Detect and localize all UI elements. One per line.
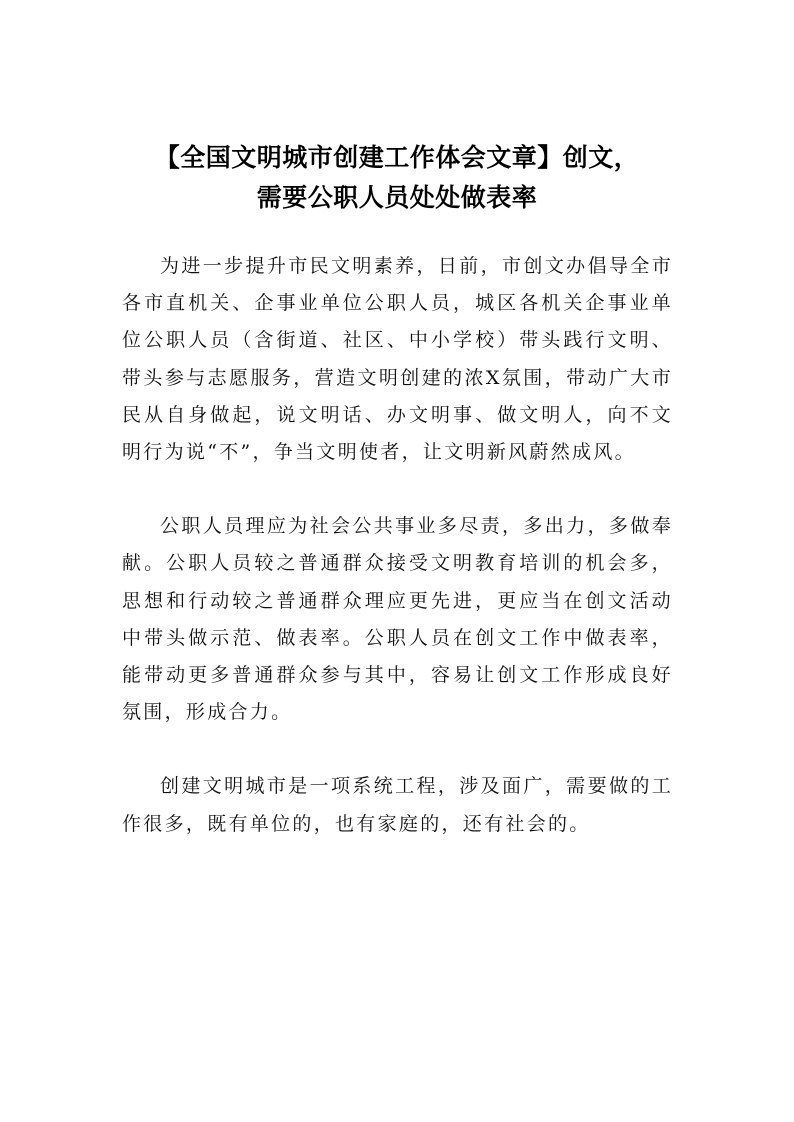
title-line-1: 【全国文明城市创建工作体会文章】创文， <box>154 143 640 172</box>
paragraph-1: 为进一步提升市民文明素养，日前，市创文办倡导全市各市直机关、企事业单位公职人员，城区各机关企事业单位公职人员（含街道、社区、中小学校）带头践行文明、带头参与志愿服务，营造文明创建的浓X氛围，带动广大市民从自身做起，说文明话、办文明事、做文明人，向不文明行为说“不”，争当文明使者，让文明新风蔚然成风。 <box>122 255 673 464</box>
document-title <box>122 138 672 218</box>
paragraph-2: 公职人员理应为社会公共事业多尽责，多出力，多做奉献。公职人员较之普通群众接受文明教育培训的机会多，思想和行动较之普通群众理应更先进，更应当在创文活动中带头做示范、做表率。公职人员在创文工作中做表率，能带动更多普通群众参与其中，容易让创文工作形成良好氛围，形成合力。 <box>122 515 673 724</box>
document-body <box>122 248 673 843</box>
paragraph-3: 创建文明城市是一项系统工程，涉及面广，需要做的工作很多，既有单位的，也有家庭的，还有社会的。 <box>122 775 673 835</box>
title-line-2: 需要公职人员处处做表率 <box>256 183 538 212</box>
